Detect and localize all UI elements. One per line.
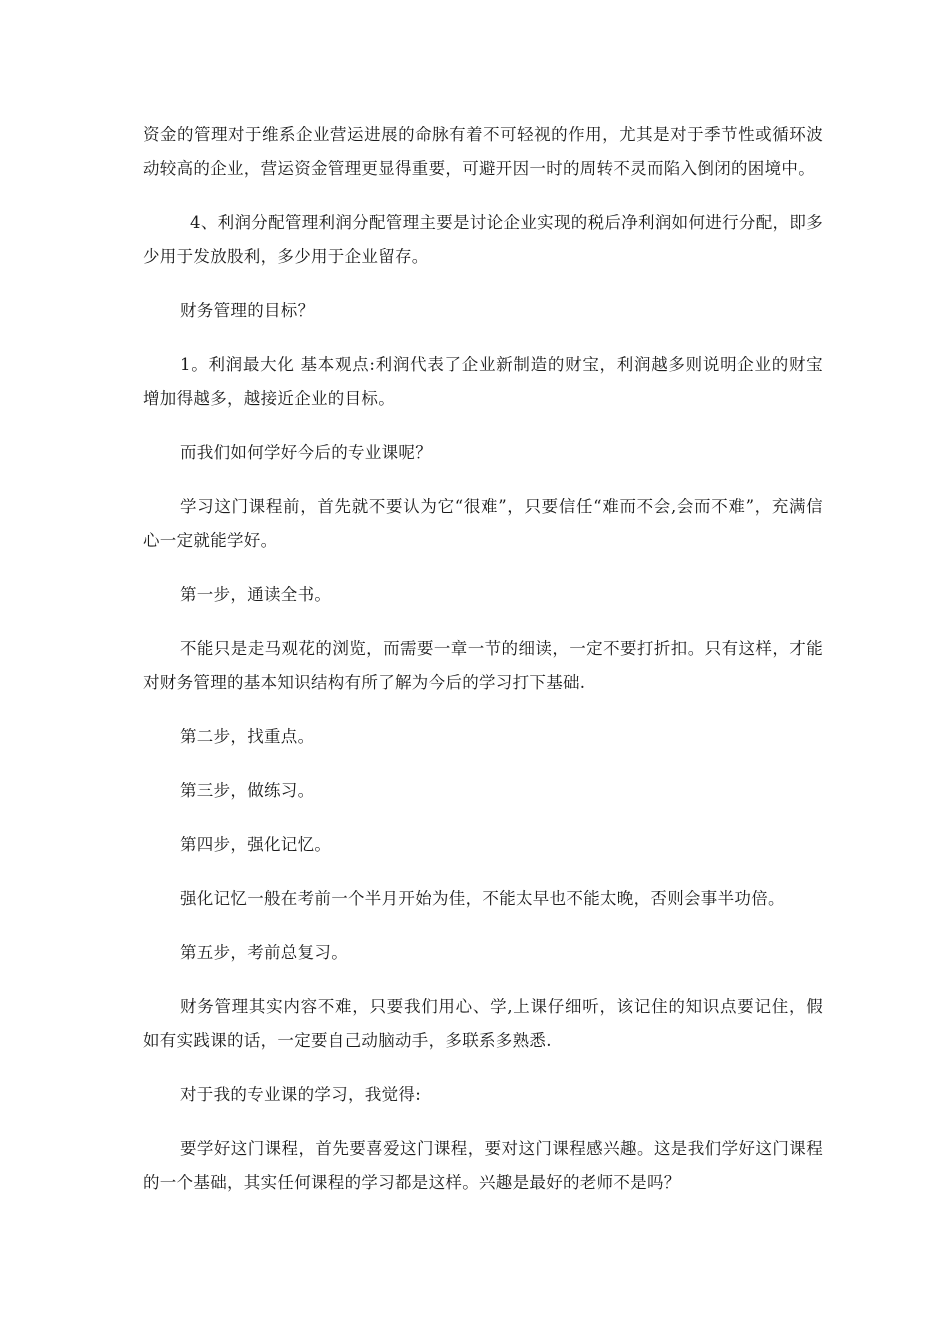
paragraph-step-three: 第三步，做练习。: [180, 781, 315, 800]
paragraph-interest: 要学好这门课程，首先要喜爱这门课程，要对这门课程感兴趣。这是我们学好这门课程的一个基础，其实任何课程的学习都是这样。兴趣是最好的老师不是吗？: [143, 1139, 823, 1192]
paragraph-step-one: 第一步，通读全书。: [180, 585, 332, 604]
paragraph-goals-heading: 财务管理的目标？: [180, 301, 315, 320]
paragraph-profit-distribution: 4、利润分配管理利润分配管理主要是讨论企业实现的税后净利润如何进行分配，即多少用于发放股利，多少用于企业留存。: [143, 213, 823, 266]
paragraph-working-capital: 资金的管理对于维系企业营运进展的命脉有着不可轻视的作用，尤其是对于季节性或循环波动较高的企业，营运资金管理更显得重要，可避开因一时的周转不灵而陷入倒闭的困境中。: [143, 125, 823, 178]
paragraph-how-to-learn: 而我们如何学好今后的专业课呢？: [180, 443, 432, 462]
paragraph-profit-maximization: 1。利润最大化 基本观点:利润代表了企业新制造的财宝，利润越多则说明企业的财宝增加得越多，越接近企业的目标。: [143, 355, 823, 408]
paragraph-read-carefully: 不能只是走马观花的浏览，而需要一章一节的细读，一定不要打折扣。只有这样，才能对财务管理的基本知识结构有所了解为今后的学习打下基础.: [143, 639, 823, 692]
paragraph-step-two: 第二步，找重点。: [180, 727, 315, 746]
document-page: [143, 118, 823, 1220]
paragraph-step-five: 第五步，考前总复习。: [180, 943, 348, 962]
paragraph-before-learning: 学习这门课程前，首先就不要认为它“很难”，只要信任“难而不会,会而不难”，充满信心一定就能学好。: [143, 497, 823, 550]
paragraph-not-difficult: 财务管理其实内容不难，只要我们用心、学,上课仔细听，该记住的知识点要记住，假如有实践课的话，一定要自己动脑动手，多联系多熟悉.: [143, 997, 823, 1050]
paragraph-my-opinion: 对于我的专业课的学习，我觉得:: [180, 1085, 422, 1104]
paragraph-step-four: 第四步，强化记忆。: [180, 835, 332, 854]
paragraph-memory: 强化记忆一般在考前一个半月开始为佳，不能太早也不能太晚，否则会事半功倍。: [180, 889, 785, 908]
